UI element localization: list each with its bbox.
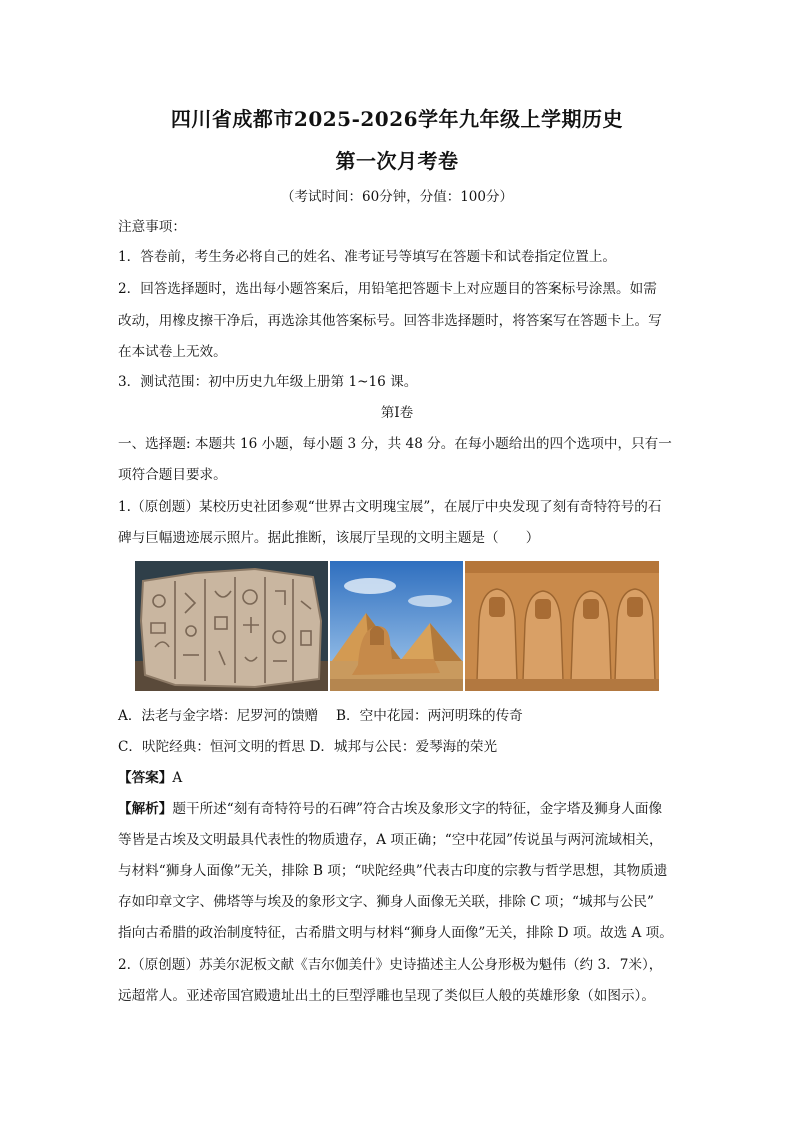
exam-title-line1: 四川省成都市2025-2026学年九年级上学期历史: [170, 107, 624, 131]
analysis-line: [118, 799, 678, 819]
notes-line: 1．答卷前，考生务必将自己的姓名、准考证号等填写在答题卡和试卷指定位置上。: [118, 249, 617, 265]
section-instruction: 项符合题目要求。: [118, 467, 227, 483]
exam-info: （考试时间：60分钟，分值：100分）: [281, 189, 513, 205]
hieroglyph-stone-image: [135, 561, 328, 691]
notes-heading: 注意事项：: [118, 219, 186, 235]
question-2-stem: 2.（原创题）苏美尔泥板文献《吉尔伽美什》史诗描述主人公身形极为魁伟（约 3．7米），: [118, 957, 663, 973]
question-1-images: [135, 561, 659, 691]
analysis-text: 与材料“狮身人面像”无关，排除 B 项；“吠陀经典”代表古印度的宗教与哲学思想，其物质遗: [118, 863, 668, 879]
question-1-option: A．法老与金字塔：尼罗河的馈赠 B．空中花园：两河明珠的传奇: [118, 708, 523, 724]
analysis-text: 等皆是古埃及文明最具代表性的物质遗存，A 项正确；“空中花园”传说虽与两河流域相关，: [118, 832, 663, 848]
question-1-option: C．吠陀经典：恒河文明的哲思 D．城邦与公民：爱琴海的荣光: [118, 739, 498, 755]
answer-label: 【答案】: [118, 770, 173, 786]
question-1-stem: 1.（原创题）某校历史社团参观“世界古文明瑰宝展”，在展厅中央发现了刻有奇特符号的石: [118, 499, 662, 515]
section-instruction: 一、选择题: 本题共 16 小题，每小题 3 分，共 48 分。在每小题给出的四个选项中，只有一: [118, 436, 672, 452]
notes-line: 改动，用橡皮擦干净后，再选涂其他答案标号。回答非选择题时，将答案写在答题卡上。写: [118, 313, 662, 329]
sphinx-pyramids-image: [330, 561, 463, 691]
question-1-stem: 碑与巨幅遗迹展示照片。据此推断，该展厅呈现的文明主题是（ ）: [118, 530, 540, 546]
notes-line: 3．测试范围：初中历史九年级上册第 1~16 课。: [118, 374, 418, 390]
answer-value: A: [172, 770, 183, 786]
question-2-stem: 远超常人。亚述帝国宫殿遗址出土的巨型浮雕也呈现了类似巨人般的英雄形象（如图示）。: [118, 988, 655, 1004]
analysis-label: 【解析】: [118, 801, 173, 817]
answer-line: [118, 768, 678, 788]
analysis-text: 存如印章文字、佛塔等与埃及的象形文字、狮身人面像无关联，排除 C 项；“城邦与公民”: [118, 894, 654, 910]
exam-title-line2: 第一次月考卷: [335, 149, 459, 173]
volume-heading: 第Ⅰ卷: [380, 405, 414, 421]
notes-line: 2．回答选择题时，选出每小题答案后，用铅笔把答题卡上对应题目的答案标号涂黑。如需: [118, 281, 657, 297]
analysis-text: 题干所述“刻有奇特符号的石碑”符合古埃及象形文字的特征，金字塔及狮身人面像: [172, 801, 663, 817]
abu-simbel-statues-image: [465, 561, 659, 691]
analysis-text: 指向古希腊的政治制度特征，古希腊文明与材料“狮身人面像”无关，排除 D 项。故选 A 项。: [118, 925, 673, 941]
notes-line: 在本试卷上无效。: [118, 344, 227, 360]
